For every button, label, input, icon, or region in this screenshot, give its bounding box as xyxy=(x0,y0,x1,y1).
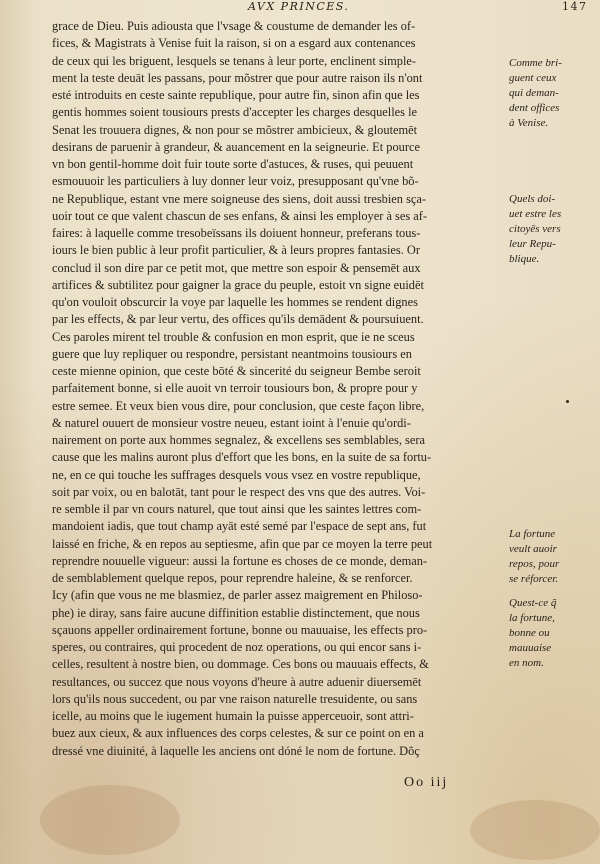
margin-note-line: qui deman- xyxy=(509,87,559,99)
text-line: esté introduits en ceste sainte republique, pour autre fin, sinon afin que les xyxy=(52,88,420,102)
text-line: ceste mienne opinion, que ceste bōté & sincerité du seigneur Bembe seroit xyxy=(52,364,421,378)
text-line: iours le bien public à leur profit particulier, & à leurs propres fantasies. Or xyxy=(52,243,421,258)
margin-note-line: mauuaise xyxy=(509,642,552,654)
text-line: guere que luy repliquer ou respondre, persistant neantmoins tousiours en xyxy=(52,346,412,361)
text-line: parfaitement bonne, si elle auoit vn terroir tousiours bon, & propre pour y xyxy=(52,381,418,396)
text-line: vn bon gentil-homme doit fuir toute sorte d'astuces, & ruses, qui peuuent xyxy=(52,157,414,171)
text-line: Icy (afin que vous ne me blasmiez, de parler assez maigrement en Philoso- xyxy=(52,588,423,603)
margin-note-line: la fortune, xyxy=(509,612,555,624)
text-line: ment la teste deuāt les passans, pour mõstrer que pour autre raison ils n'ont xyxy=(52,70,423,85)
margin-note-what-is-fortune xyxy=(509,596,597,671)
text-line: mandoient iadis, que tout champ ayāt esté semé par l'espace de sept ans, fut xyxy=(52,519,427,534)
text-line: buez aux cieux, & aux influences des corps celestes, & sur ce point on en a xyxy=(52,726,424,741)
text-line: speres, ou contraires, qui procedent de noz operations, ou qui encor sans i- xyxy=(52,640,422,654)
text-line: de ceux qui les briguent, lesquels se tenans à leur porte, enclinent simple- xyxy=(52,53,417,68)
margin-note-offices xyxy=(509,56,597,131)
text-line: desirans de paruenir à grandeur, & auancement en la seigneurie. Et pource xyxy=(52,139,420,154)
text-line: ne Republique, estant vne mere soigneuse des siens, doit aussi tresbien sça- xyxy=(52,191,427,206)
text-line: uoir tout ce que valent chascun de ses enfans, & ainsi les employer à ses af- xyxy=(52,208,428,223)
margin-note-line: guent ceux xyxy=(509,72,557,84)
text-line: phe) ie diray, sans faire aucune diffinition establie distinctement, que nous xyxy=(52,605,420,620)
margin-note-line: se réforcer. xyxy=(509,573,559,585)
text-line: dressé vne diuinité, à laquelle les anciens ont dóné le nom de fortune. Dõç xyxy=(52,743,420,758)
text-line: qu'on vouloit obscurcir la voye par laquelle les hommes se rendent dignes xyxy=(52,295,418,309)
text-line: grace de Dieu. Puis adiousta que l'vsage & coustume de demander les of- xyxy=(52,19,416,33)
margin-note-line: uet estre les xyxy=(509,208,562,220)
text-line: Senat les trouuera dignes, & non pour se mõstrer ambicieux, & gloutemēt xyxy=(52,122,418,137)
margin-note-line: bonne ou xyxy=(509,627,550,639)
text-line: cause que les malins auront plus d'effort que les bons, en la suite de sa fortu- xyxy=(52,450,432,465)
margin-note-line: dent offices xyxy=(509,102,560,114)
text-line: conclud il son dire par ce petit mot, que mettre son espoir & pensemēt aux xyxy=(52,260,421,275)
margin-note-line: blique. xyxy=(509,253,540,265)
text-line: icelle, au moins que le iugement humain la puisse apperceuoir, sont attri- xyxy=(52,709,414,723)
margin-note-line: La fortune xyxy=(509,528,556,540)
text-line: sçauons appeller ordinairement fortune, bonne ou mauuaise, les effects pro- xyxy=(52,622,428,637)
text-line: & naturel ouuert de monsieur vostre neueu, estant ioint à l'enuie qu'ordi- xyxy=(52,415,411,430)
margin-note-line: Comme bri- xyxy=(509,57,562,69)
text-line: lors qu'ils nous succedent, ou par vne raison naturelle tresuidente, ou sans xyxy=(52,691,418,706)
text-line: faires: à laquelle comme tresobeïssans ils doiuent honneur, preferans tous- xyxy=(52,226,421,240)
margin-note-line: citoyēs vers xyxy=(509,223,561,235)
margin-note-line: à Venise. xyxy=(509,117,549,129)
margin-note-line: Quels doi- xyxy=(509,193,556,205)
text-line: nairement on porte aux hommes segnalez, & excellens ses semblables, sera xyxy=(52,433,425,447)
text-line: artifices & subtilitez pour gaigner la grace du peuple, estoit vn signe euidēt xyxy=(52,277,424,292)
text-line: soit par voix, ou en balotāt, tant pour le respect des vns que des autres. Voi- xyxy=(52,484,426,499)
running-head: AVX PRINCES. xyxy=(248,0,350,13)
margin-note-line: leur Repu- xyxy=(509,238,556,250)
text-line: reprendre nouuelle vigueur: aussi la fortune es choses de ce monde, deman- xyxy=(52,553,428,568)
text-line: celles, resultent à nostre bien, ou dommage. Ces bons ou mauuais effects, & xyxy=(52,657,429,672)
text-line: resultances, ou succez que nous voyons d'heure à autre aduenir diuersemēt xyxy=(52,674,422,689)
margin-note-line: en nom. xyxy=(509,657,544,669)
margin-note-line: Quest-ce q̃ xyxy=(509,597,557,609)
margin-note-fortune-rest xyxy=(509,527,597,587)
text-line: re semble il par vn cours naturel, que tout ainsi que les saintes lettres com- xyxy=(52,502,422,516)
margin-note-citizens xyxy=(509,192,597,267)
text-line: laissé en friche, & en repos au septiesme, afin que par ce moyen la terre peut xyxy=(52,536,433,551)
text-line: fices, & Magistrats à Venise fuit la raison, si on a esgard aux contenances xyxy=(52,36,416,51)
margin-note-line: veult auoir xyxy=(509,543,557,555)
text-line: ne, en ce qui touche les suffrages desquels vous vsez en vostre republique, xyxy=(52,467,421,482)
page-number: 147 xyxy=(562,0,588,13)
text-line: par les effects, & par leur vertu, des offices qu'ils demādent & poursuiuent. xyxy=(52,312,424,327)
text-line: esmouuoir les particuliers à luy donner leur voiz, presupposant qu'vne bõ- xyxy=(52,174,419,189)
text-line: de semblablement quelque repos, pour reprendre haleine, & se renforcer. xyxy=(52,571,413,585)
text-line: Ces paroles mirent tel trouble & confusion en mon esprit, que ie ne sceus xyxy=(52,329,415,344)
text-line: estre semee. Et veux bien vous dire, pour conclusion, que ceste façon libre, xyxy=(52,398,425,413)
signature-mark: Oo iij xyxy=(404,775,449,790)
ink-dot xyxy=(566,400,569,403)
text-line: gentis hommes soient tousiours prests d'accepter les charges desquelles le xyxy=(52,105,418,120)
margin-note-line: repos, pour xyxy=(509,558,560,570)
